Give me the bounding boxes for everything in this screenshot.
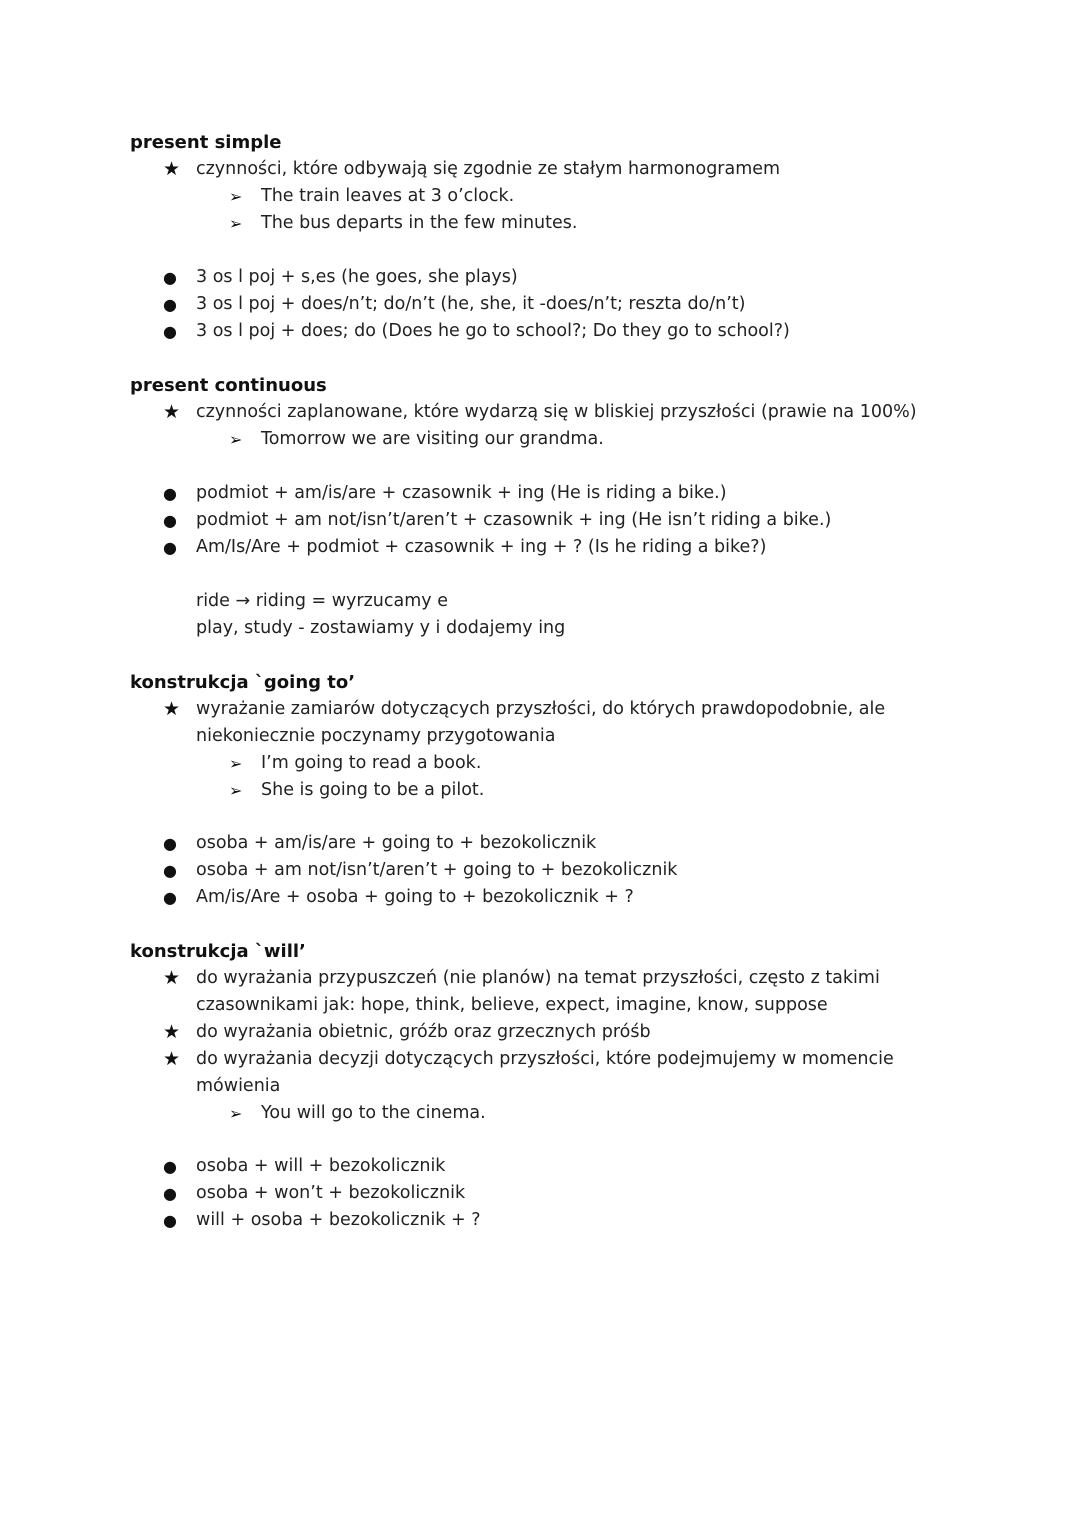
star-text: wyrażanie zamiarów dotyczących przyszłości, do których prawdopodobnie, ale [196,699,886,719]
bullet-text: 3 os l poj + does/n’t; do/n’t (he, she, it -does/n’t; reszta do/n’t) [196,294,746,314]
bullet-text: osoba + am not/isn’t/aren’t + going to + bezokolicznik [196,860,678,880]
bullet-text: 3 os l poj + s,es (he goes, she plays) [196,267,518,287]
bullet-icon: ● [163,322,177,341]
note-text: ride → riding = wyrzucamy e [196,591,448,611]
bullet-text: osoba + will + bezokolicznik [196,1156,446,1176]
bullet-icon: ● [163,511,177,530]
arrow-icon: ➢ [229,1104,243,1123]
bullet-text: podmiot + am/is/are + czasownik + ing (He is riding a bike.) [196,483,727,503]
star-text: do wyrażania przypuszczeń (nie planów) na temat przyszłości, często z takimi [196,968,880,988]
bullet-text: osoba + won’t + bezokolicznik [196,1183,466,1203]
bullet-text: Am/Is/Are + podmiot + czasownik + ing + ? (Is he riding a bike?) [196,537,767,557]
arrow-icon: ➢ [229,430,243,449]
section-heading: konstrukcja `going to’ [130,672,356,693]
star-icon: ★ [163,698,181,720]
star-text-continued: czasownikami jak: hope, think, believe, expect, imagine, know, suppose [196,995,828,1015]
bullet-text: podmiot + am not/isn’t/aren’t + czasownik + ing (He isn’t riding a bike.) [196,510,832,530]
bullet-icon: ● [163,484,177,503]
star-icon: ★ [163,967,181,989]
bullet-icon: ● [163,538,177,557]
example-text: The bus departs in the few minutes. [261,213,578,233]
bullet-text: osoba + am/is/are + going to + bezokolicznik [196,833,597,853]
star-icon: ★ [163,401,181,423]
star-icon: ★ [163,1048,181,1070]
arrow-icon: ➢ [229,754,243,773]
arrow-icon: ➢ [229,214,243,233]
star-text-continued: mówienia [196,1076,281,1096]
bullet-text: will + osoba + bezokolicznik + ? [196,1210,481,1230]
bullet-text: 3 os l poj + does; do (Does he go to school?; Do they go to school?) [196,321,790,341]
note-text: play, study - zostawiamy y i dodajemy ing [196,618,566,638]
section-heading: present simple [130,132,282,153]
star-text-continued: niekoniecznie poczynamy przygotowania [196,726,556,746]
arrow-icon: ➢ [229,187,243,206]
bullet-icon: ● [163,1157,177,1176]
bullet-icon: ● [163,1184,177,1203]
bullet-icon: ● [163,834,177,853]
section-heading: konstrukcja `will’ [130,941,306,962]
star-icon: ★ [163,158,181,180]
arrow-icon: ➢ [229,781,243,800]
bullet-icon: ● [163,861,177,880]
bullet-text: Am/is/Are + osoba + going to + bezokolicznik + ? [196,887,634,907]
bullet-icon: ● [163,268,177,287]
star-icon: ★ [163,1021,181,1043]
bullet-icon: ● [163,888,177,907]
star-text: do wyrażania decyzji dotyczących przyszłości, które podejmujemy w momencie [196,1049,894,1069]
section-heading: present continuous [130,375,327,396]
example-text: I’m going to read a book. [261,753,482,773]
example-text: You will go to the cinema. [261,1103,486,1123]
bullet-icon: ● [163,295,177,314]
example-text: She is going to be a pilot. [261,780,485,800]
star-text: do wyrażania obietnic, gróźb oraz grzecznych próśb [196,1022,651,1042]
star-text: czynności, które odbywają się zgodnie ze stałym harmonogramem [196,159,781,179]
bullet-icon: ● [163,1211,177,1230]
star-text: czynności zaplanowane, które wydarzą się w bliskiej przyszłości (prawie na 100%) [196,402,917,422]
example-text: Tomorrow we are visiting our grandma. [261,429,604,449]
example-text: The train leaves at 3 o’clock. [261,186,515,206]
